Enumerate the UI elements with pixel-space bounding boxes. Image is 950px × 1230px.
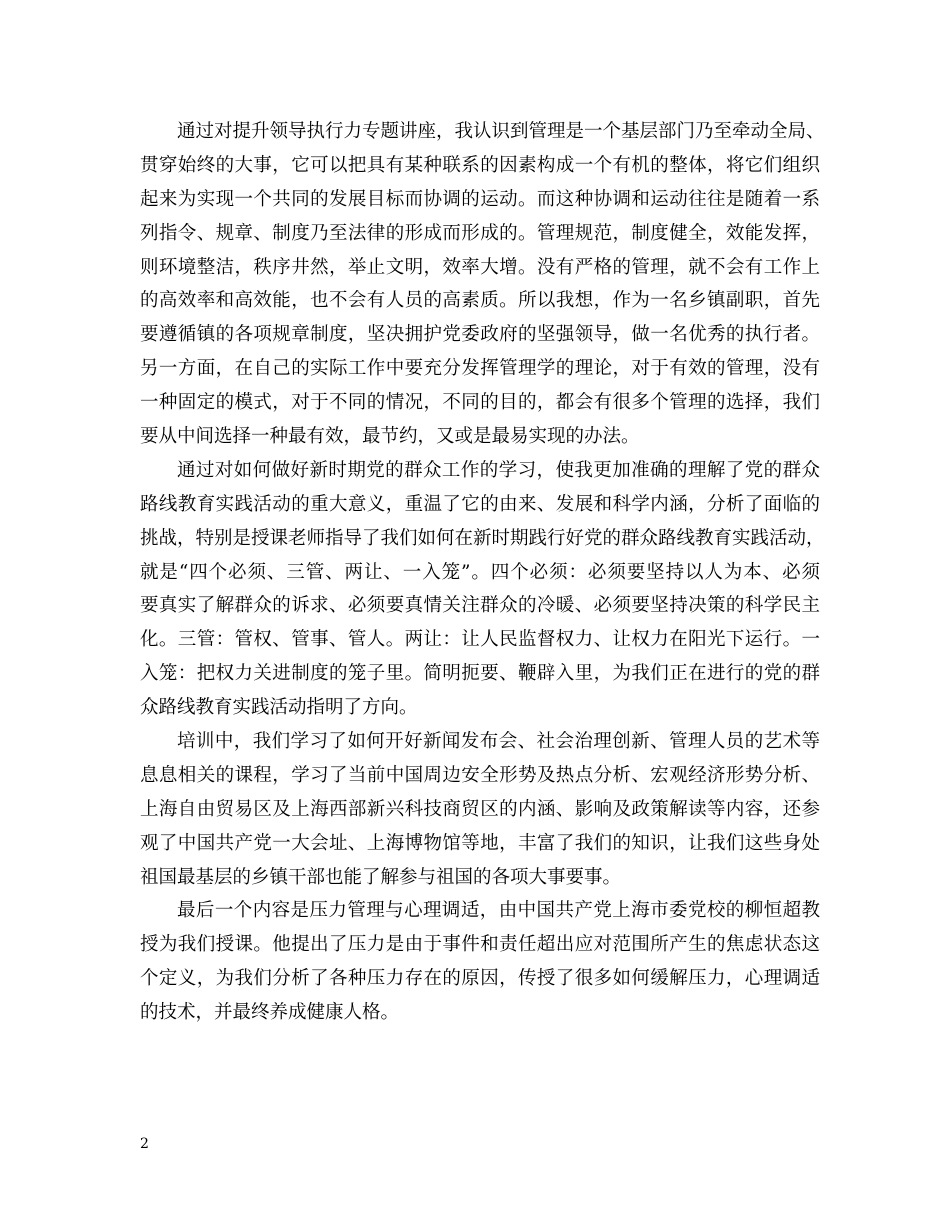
text-line: 息息相关的课程，学习了当前中国周边安全形势及热点分析、宏观经济形势分析、 bbox=[140, 764, 820, 786]
text-line: 列指令、规章、制度乃至法律的形成而形成的。管理规范，制度健全，效能发挥， bbox=[140, 222, 820, 244]
text-line: 一种固定的模式，对于不同的情况，不同的目的，都会有很多个管理的选择，我们 bbox=[140, 392, 820, 414]
text-line: 的高效率和高效能，也不会有人员的高素质。所以我想，作为一名乡镇副职，首先 bbox=[140, 290, 820, 312]
text-line: 个定义，为我们分析了各种压力存在的原因，传授了很多如何缓解压力，心理调适 bbox=[140, 968, 820, 990]
text-line: 则环境整洁，秩序井然，举止文明，效率大增。没有严格的管理，就不会有工作上 bbox=[140, 256, 820, 278]
text-line: 要真实了解群众的诉求、必须要真情关注群众的冷暖、必须要坚持决策的科学民主 bbox=[140, 595, 820, 617]
text-line: 要从中间选择一种最有效，最节约，又或是最易实现的办法。 bbox=[140, 426, 640, 448]
text-line: 化。三管：管权、管事、管人。两让：让人民监督权力、让权力在阳光下运行。一 bbox=[140, 629, 820, 651]
text-line: 贯穿始终的大事，它可以把具有某种联系的因素构成一个有机的整体，将它们组织 bbox=[140, 154, 820, 176]
text-line: 通过对提升领导执行力专题讲座，我认识到管理是一个基层部门乃至牵动全局、 bbox=[177, 121, 825, 142]
text-line: 另一方面，在自己的实际工作中要充分发挥管理学的理论，对于有效的管理，没有 bbox=[140, 358, 820, 380]
text-line: 众路线教育实践活动指明了方向。 bbox=[140, 697, 418, 719]
text-line: 起来为实现一个共同的发展目标而协调的运动。而这种协调和运动往往是随着一系 bbox=[140, 188, 820, 210]
text-line: 祖国最基层的乡镇干部也能了解参与祖国的各项大事要事。 bbox=[140, 866, 622, 888]
text-line: 就是“四个必须、三管、两让、一入笼”。四个必须：必须要坚持以人为本、必须 bbox=[140, 561, 820, 583]
text-line: 入笼：把权力关进制度的笼子里。简明扼要、鞭辟入里，为我们正在进行的党的群 bbox=[140, 663, 820, 685]
text-line: 的技术，并最终养成健康人格。 bbox=[140, 1002, 400, 1024]
document-body bbox=[140, 115, 825, 1030]
text-line: 上海自由贸易区及上海西部新兴科技商贸区的内涵、影响及政策解读等内容，还参 bbox=[140, 798, 820, 820]
text-line: 最后一个内容是压力管理与心理调适，由中国共产党上海市委党校的柳恒超教 bbox=[177, 900, 820, 922]
page-number: 2 bbox=[140, 1136, 149, 1152]
text-line: 路线教育实践活动的重大意义，重温了它的由来、发展和科学内涵，分析了面临的 bbox=[140, 493, 820, 515]
text-line: 通过对如何做好新时期党的群众工作的学习，使我更加准确的理解了党的群众 bbox=[177, 459, 820, 481]
text-line: 培训中，我们学习了如何开好新闻发布会、社会治理创新、管理人员的艺术等 bbox=[177, 731, 820, 753]
text-line: 挑战，特别是授课老师指导了我们如何在新时期践行好党的群众路线教育实践活动， bbox=[140, 527, 825, 549]
text-line: 要遵循镇的各项规章制度，坚决拥护党委政府的坚强领导，做一名优秀的执行者。 bbox=[140, 324, 820, 346]
text-line: 授为我们授课。他提出了压力是由于事件和责任超出应对范围所产生的焦虑状态这 bbox=[140, 934, 820, 956]
text-line: 观了中国共产党一大会址、上海博物馆等地，丰富了我们的知识，让我们这些身处 bbox=[140, 832, 820, 854]
